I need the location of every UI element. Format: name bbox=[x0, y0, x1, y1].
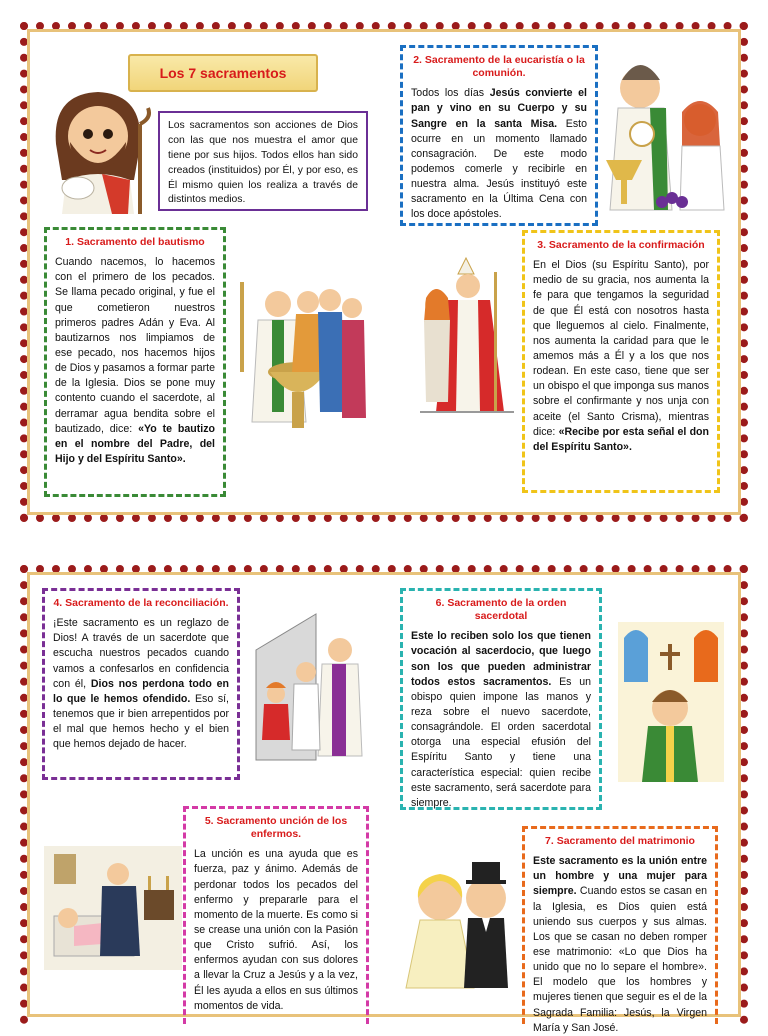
confirmation-text: En el Dios (su Espíritu Santo), por medio de su gracia, nos aumenta la fe para que tengamos la seguridad de que Él está con nosotros hasta que lleguemos al cielo. Finalmente, nos aumenta la caridad para que le amemos más a Él y a los que nos rodean. En este caso, tiene que ser un obispo el que imponga sus manos sobre el confirmante y nos unja con aceite (el Santo Crisma), mientras dice: «Recibe por esta señal el don del Espíritu Santo». bbox=[533, 259, 709, 453]
eucharist-title: 2. Sacramento de la eucaristía o la comunión. bbox=[413, 54, 585, 80]
eucharist-text: Todos los días Jesús convierte el pan y vino en su Cuerpo y su Sangre en la santa Misa. Esto ocurre en un momento llamado consagración. De este modo podemos comerle y recibirle en nuestra alma. Jesús instituyó este sacramento en la Última Cena con los doce apóstoles. bbox=[411, 87, 587, 221]
anointing-box bbox=[183, 806, 369, 1024]
reconciliation-box bbox=[42, 588, 240, 780]
reconciliation-text: ¡Este sacramento es un reglazo de Dios! A través de un sacerdote que escucha nuestros pecados cuando vamos a confesarlos en confidencia con él, Dios nos perdona todo en lo que le hemos ofendido. Eso sí, tenemos que ir bien arrepentidos por el mal que hemos hecho y el bien que hemos dejado de hacer. bbox=[53, 617, 230, 751]
confirmation-illustration bbox=[414, 252, 520, 430]
anointing-illustration bbox=[44, 846, 182, 970]
holy-orders-illustration bbox=[618, 622, 724, 782]
eucharist-box bbox=[400, 45, 598, 226]
holy-orders-text: Este lo reciben solo los que tienen vocación al sacerdocio, que luego son los que pueden administrar todos estos sacramentos. Es un obispo quien impone las manos y reza sobre el nuevo sacerdote, consagrándole. El orden sacerdotal otorga una especial efusión del Espíritu Santo y tiene una característica especial: quien recibe este sacramento, será sacerdote para siempre. bbox=[411, 630, 591, 809]
reconciliation-title: 4. Sacramento de la reconciliación. bbox=[53, 597, 229, 609]
page-title: Los 7 sacramentos bbox=[128, 54, 318, 92]
holy-orders-title: 6. Sacramento de la orden sacerdotal bbox=[435, 597, 567, 623]
anointing-text: La unción es una ayuda que es fuerza, paz y ánimo. Además de perdonar todos los pecados del enfermo y prepararle para el momento de la muerte. Es como si se crease una unión con la Pasión que Cristo sufrió. Así, los enfermos ayudan con sus dolores a llevar la Cruz a Jesús y a la vez, Él les ayuda a ellos en sus últimos momentos de vida. bbox=[194, 848, 358, 1012]
intro-box bbox=[158, 111, 368, 211]
marriage-title: 7. Sacramento del matrimonio bbox=[545, 835, 695, 847]
holy-orders-box bbox=[400, 588, 602, 810]
baptism-title: 1. Sacramento del bautismo bbox=[65, 236, 205, 248]
intro-text: Los sacramentos son acciones de Dios con las que nos muestra el amor que tiene por sus hijos. Todos ellos han sido creados (instituidos) por Él, y por eso, es Él mismo quien los realiza a través de distintos medios. bbox=[168, 120, 358, 206]
baptism-illustration bbox=[228, 272, 368, 432]
jesus-illustration bbox=[42, 84, 154, 216]
baptism-text: Cuando nacemos, lo hacemos con el primero de los pecados. Se llama pecado original, y fue el que cometieron nuestros primeros padres Adán y Eva. Al bautizarnos nos limpiamos de ese pecado, nos hacemos hijos de Dios y pasamos a formar parte de la Iglesia. Dios se pone muy contento cuando el sacerdote, al derramar agua bendita sobre el bautizado, dice: «Yo te bautizo en el nombre del Padre, del Hijo y del Espíritu Santo». bbox=[55, 256, 215, 465]
confirmation-title: 3. Sacramento de la confirmación bbox=[537, 239, 705, 251]
eucharist-illustration bbox=[602, 50, 726, 216]
confirmation-box bbox=[522, 230, 720, 493]
baptism-box bbox=[44, 227, 226, 497]
marriage-box bbox=[522, 826, 718, 1034]
marriage-illustration bbox=[404, 858, 522, 994]
reconciliation-illustration bbox=[246, 610, 366, 762]
anointing-title: 5. Sacramento unción de los enfermos. bbox=[204, 815, 348, 841]
marriage-text: Este sacramento es la unión entre un hombre y una mujer para siempre. Cuando estos se casan en la Iglesia, es Dios quien está uniendo sus cuerpos y sus almas. Los que se casan no deben romper ese matrimonio: «Lo que Dios ha unido que no lo separe el hombre». El modelo que los hombres y mujeres tienen que seguir es el de la Sagrada Familia: Jesús, la Virgen María y San José. bbox=[533, 855, 707, 1034]
